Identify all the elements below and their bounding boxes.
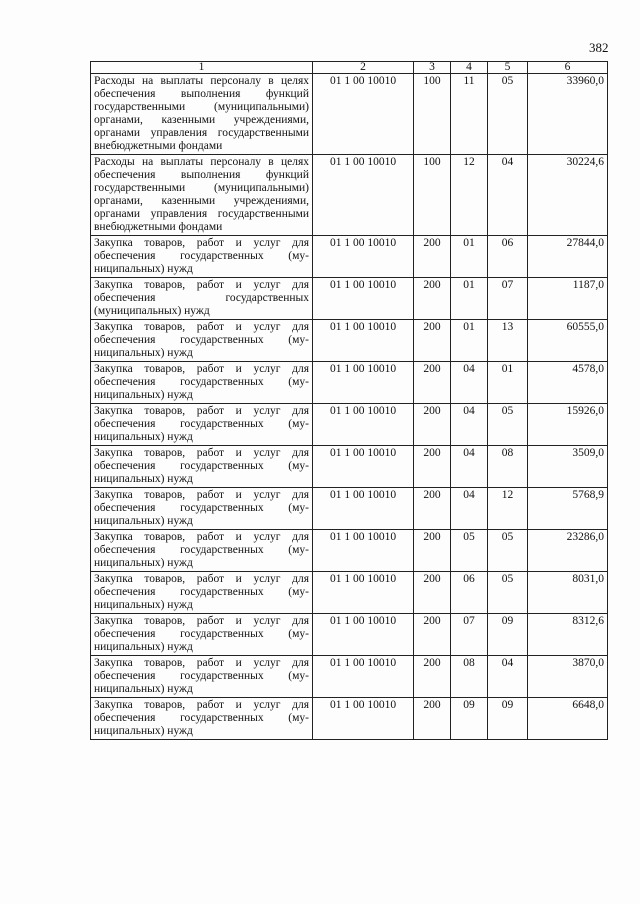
subsection-code: 13 xyxy=(488,320,528,362)
expense-description: Закупка товаров, работ и услуг для обеспечения государственных (муниципальных) нужд xyxy=(91,488,313,530)
section-code: 06 xyxy=(451,572,488,614)
expense-description: Расходы на выплаты персоналу в целях обеспечения выполнения функций государственными (муниципальными) органами, казенными учреждениями, органами управления государственными внебюджетными фондами xyxy=(91,74,313,155)
expense-type-code: 200 xyxy=(414,698,451,740)
section-code: 04 xyxy=(451,446,488,488)
target-article-code: 01 1 00 10010 xyxy=(313,488,414,530)
column-header: 3 xyxy=(414,62,451,74)
subsection-code: 09 xyxy=(488,698,528,740)
table-row xyxy=(91,236,608,278)
target-article-code: 01 1 00 10010 xyxy=(313,656,414,698)
amount-value: 8031,0 xyxy=(528,572,608,614)
expense-description: Закупка товаров, работ и услуг для обеспечения государственных (муниципальных) нужд xyxy=(91,572,313,614)
expense-type-code: 200 xyxy=(414,446,451,488)
section-code: 01 xyxy=(451,236,488,278)
expense-type-code: 100 xyxy=(414,155,451,236)
amount-value: 3509,0 xyxy=(528,446,608,488)
table-row xyxy=(91,278,608,320)
expense-type-code: 200 xyxy=(414,404,451,446)
section-code: 08 xyxy=(451,656,488,698)
expense-description: Закупка товаров, работ и услуг для обеспечения государственных (муниципальных) нужд xyxy=(91,698,313,740)
section-code: 04 xyxy=(451,488,488,530)
expense-description: Закупка товаров, работ и услуг для обеспечения государственных (муниципальных) нужд xyxy=(91,446,313,488)
subsection-code: 04 xyxy=(488,155,528,236)
target-article-code: 01 1 00 10010 xyxy=(313,446,414,488)
amount-value: 1187,0 xyxy=(528,278,608,320)
target-article-code: 01 1 00 10010 xyxy=(313,614,414,656)
expense-type-code: 200 xyxy=(414,236,451,278)
amount-value: 5768,9 xyxy=(528,488,608,530)
expense-type-code: 200 xyxy=(414,278,451,320)
subsection-code: 08 xyxy=(488,446,528,488)
subsection-code: 01 xyxy=(488,362,528,404)
section-code: 04 xyxy=(451,362,488,404)
subsection-code: 07 xyxy=(488,278,528,320)
expense-description: Закупка товаров, работ и услуг для обеспечения государственных (муниципальных) нужд xyxy=(91,614,313,656)
table-row xyxy=(91,446,608,488)
target-article-code: 01 1 00 10010 xyxy=(313,572,414,614)
table-row xyxy=(91,488,608,530)
column-header: 6 xyxy=(528,62,608,74)
subsection-code: 05 xyxy=(488,404,528,446)
subsection-code: 05 xyxy=(488,530,528,572)
expense-description: Закупка товаров, работ и услуг для обеспечения государственных (муниципальных) нужд xyxy=(91,320,313,362)
table-row xyxy=(91,614,608,656)
expense-description: Закупка товаров, работ и услуг для обеспечения государственных (муниципальных) нужд xyxy=(91,362,313,404)
expense-description: Закупка товаров, работ и услуг для обеспечения государственных (муниципальных) нужд xyxy=(91,236,313,278)
target-article-code: 01 1 00 10010 xyxy=(313,320,414,362)
expense-description: Закупка товаров, работ и услуг для обеспечения государственных (муниципальных) нужд xyxy=(91,530,313,572)
subsection-code: 12 xyxy=(488,488,528,530)
expense-type-code: 100 xyxy=(414,74,451,155)
column-header: 1 xyxy=(91,62,313,74)
expense-type-code: 200 xyxy=(414,488,451,530)
amount-value: 4578,0 xyxy=(528,362,608,404)
target-article-code: 01 1 00 10010 xyxy=(313,74,414,155)
amount-value: 33960,0 xyxy=(528,74,608,155)
table-row xyxy=(91,74,608,155)
section-code: 09 xyxy=(451,698,488,740)
expense-description: Закупка товаров, работ и услуг для обеспечения государственных (муниципальных) нужд xyxy=(91,278,313,320)
amount-value: 27844,0 xyxy=(528,236,608,278)
budget-table xyxy=(90,61,608,740)
amount-value: 6648,0 xyxy=(528,698,608,740)
table-row xyxy=(91,155,608,236)
target-article-code: 01 1 00 10010 xyxy=(313,530,414,572)
section-code: 05 xyxy=(451,530,488,572)
column-header: 2 xyxy=(313,62,414,74)
table-row xyxy=(91,656,608,698)
amount-value: 60555,0 xyxy=(528,320,608,362)
target-article-code: 01 1 00 10010 xyxy=(313,155,414,236)
target-article-code: 01 1 00 10010 xyxy=(313,278,414,320)
table-row xyxy=(91,530,608,572)
column-header: 4 xyxy=(451,62,488,74)
table-header-row xyxy=(91,62,608,74)
table-row xyxy=(91,698,608,740)
target-article-code: 01 1 00 10010 xyxy=(313,404,414,446)
section-code: 04 xyxy=(451,404,488,446)
table-row xyxy=(91,362,608,404)
subsection-code: 06 xyxy=(488,236,528,278)
subsection-code: 05 xyxy=(488,572,528,614)
table-row xyxy=(91,404,608,446)
section-code: 11 xyxy=(451,74,488,155)
expense-type-code: 200 xyxy=(414,614,451,656)
target-article-code: 01 1 00 10010 xyxy=(313,698,414,740)
section-code: 07 xyxy=(451,614,488,656)
target-article-code: 01 1 00 10010 xyxy=(313,236,414,278)
subsection-code: 04 xyxy=(488,656,528,698)
table-row xyxy=(91,320,608,362)
amount-value: 8312,6 xyxy=(528,614,608,656)
amount-value: 15926,0 xyxy=(528,404,608,446)
expense-description: Расходы на выплаты персоналу в целях обеспечения выполнения функций государственными (муниципальными) органами, казенными учреждениями, органами управления государственными внебюджетными фондами xyxy=(91,155,313,236)
expense-type-code: 200 xyxy=(414,320,451,362)
expense-type-code: 200 xyxy=(414,656,451,698)
target-article-code: 01 1 00 10010 xyxy=(313,362,414,404)
section-code: 12 xyxy=(451,155,488,236)
subsection-code: 05 xyxy=(488,74,528,155)
subsection-code: 09 xyxy=(488,614,528,656)
expense-type-code: 200 xyxy=(414,362,451,404)
amount-value: 23286,0 xyxy=(528,530,608,572)
expense-description: Закупка товаров, работ и услуг для обеспечения государственных (муниципальных) нужд xyxy=(91,656,313,698)
page-number: 382 xyxy=(589,40,609,55)
section-code: 01 xyxy=(451,320,488,362)
expense-type-code: 200 xyxy=(414,530,451,572)
amount-value: 30224,6 xyxy=(528,155,608,236)
section-code: 01 xyxy=(451,278,488,320)
table-row xyxy=(91,572,608,614)
column-header: 5 xyxy=(488,62,528,74)
expense-type-code: 200 xyxy=(414,572,451,614)
expense-description: Закупка товаров, работ и услуг для обеспечения государственных (муниципальных) нужд xyxy=(91,404,313,446)
amount-value: 3870,0 xyxy=(528,656,608,698)
